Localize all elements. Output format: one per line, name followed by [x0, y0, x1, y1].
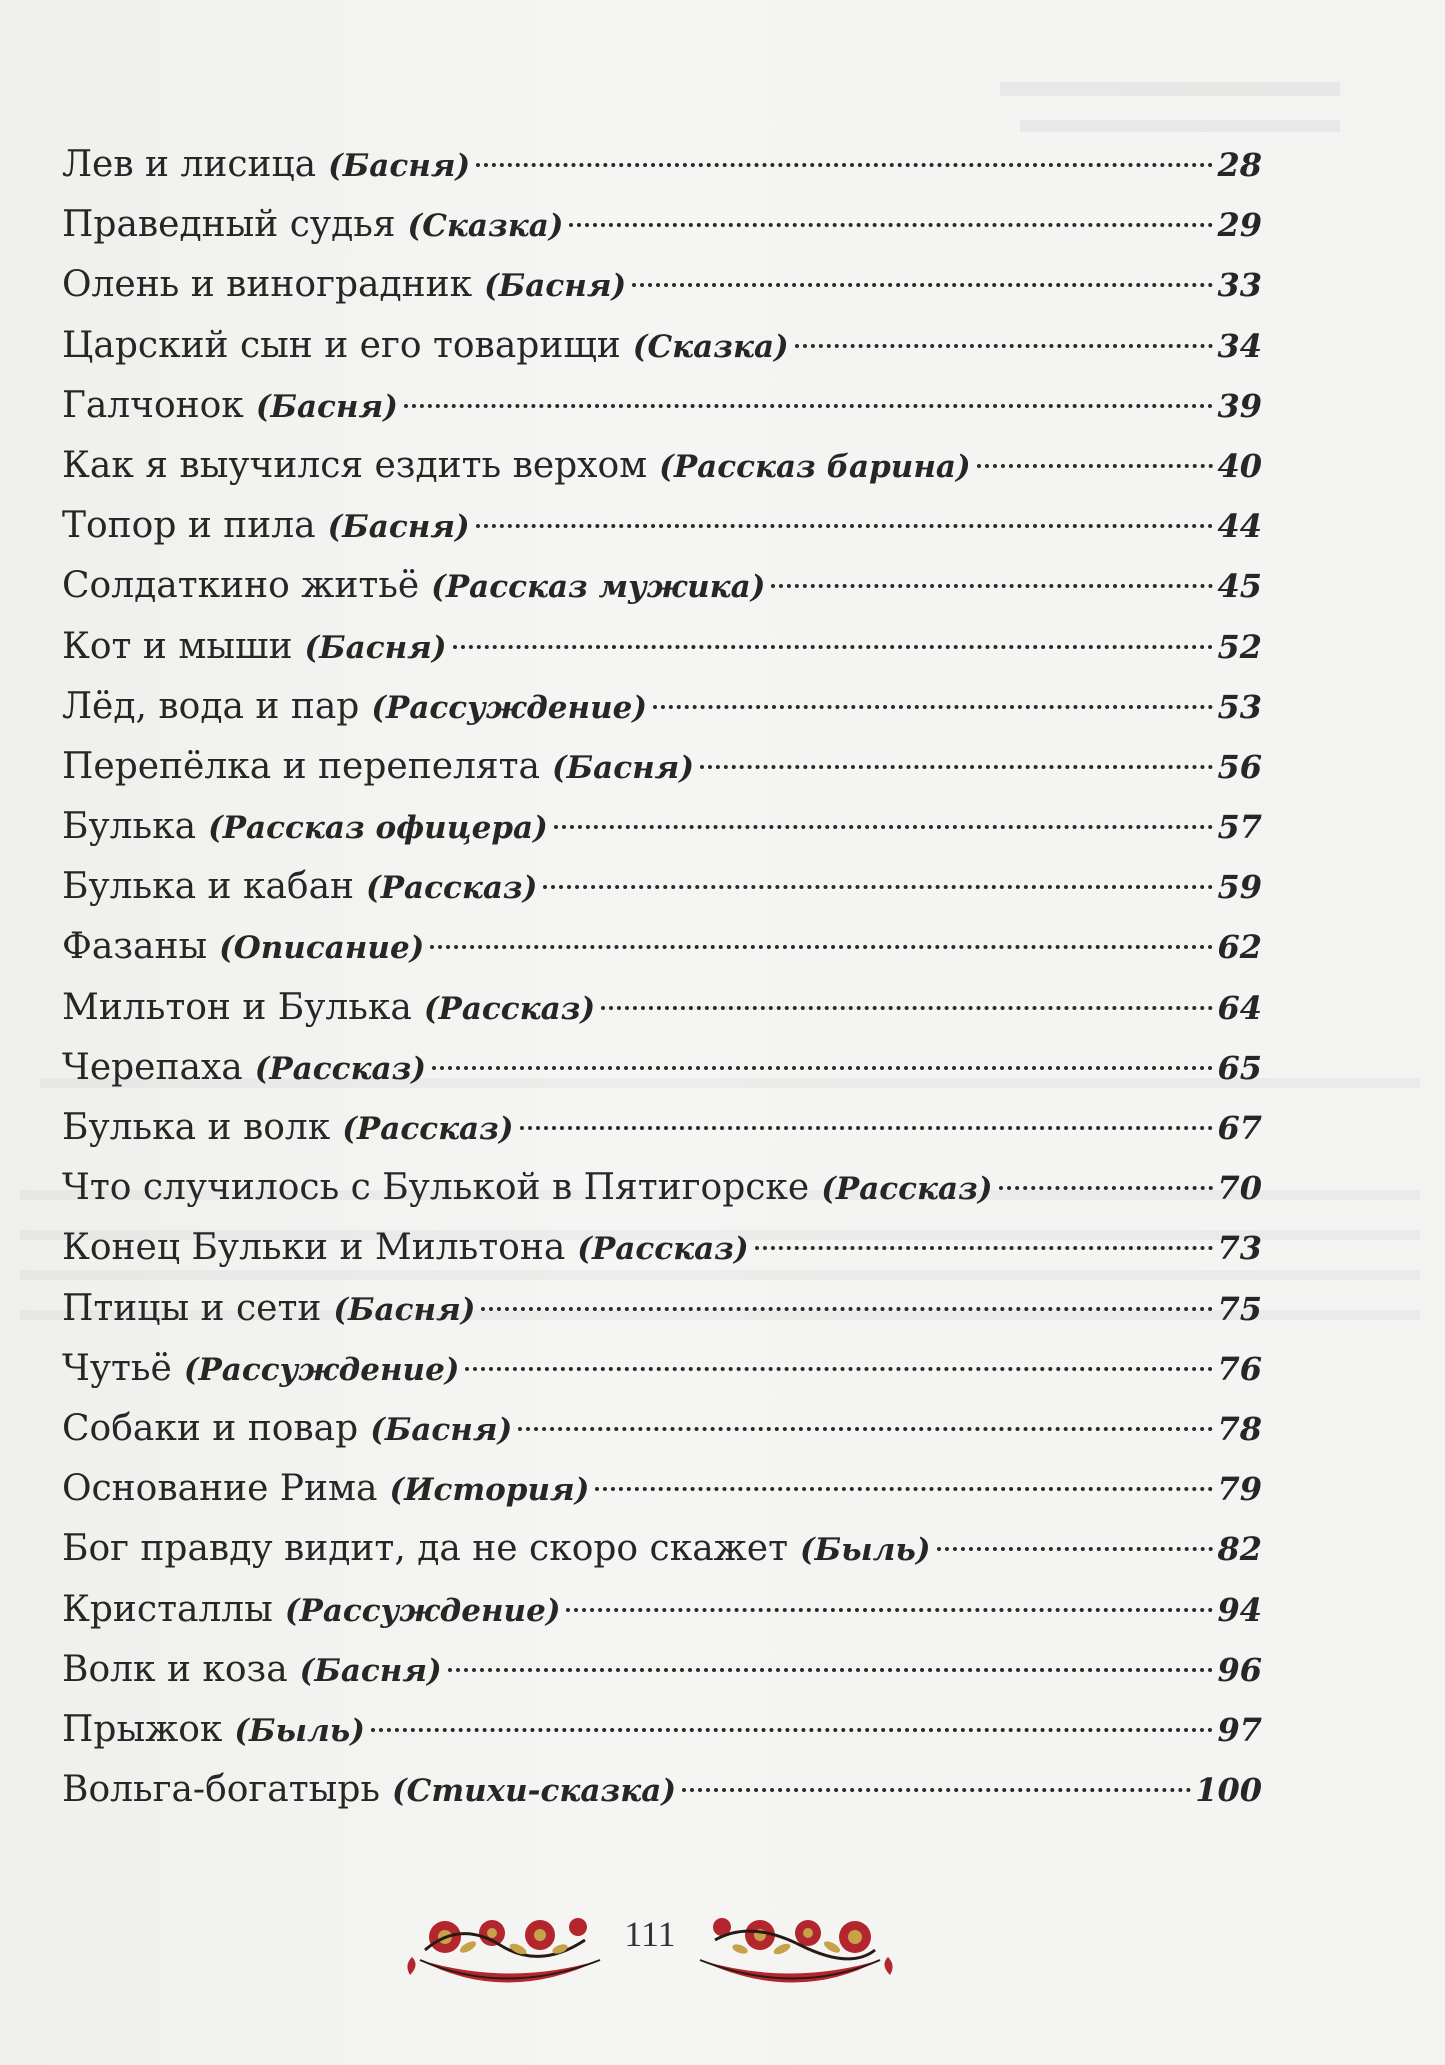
toc-entry-title: Булька и кабан — [62, 866, 355, 908]
page-footer — [400, 1905, 900, 1995]
dot-leader — [632, 283, 1213, 287]
dot-leader — [476, 163, 1213, 167]
toc-entry-page-number: 53 — [1217, 687, 1262, 726]
toc-entry — [62, 496, 1262, 556]
toc-entry-title: Собаки и повар — [62, 1407, 359, 1449]
toc-entry-page-number: 45 — [1217, 567, 1262, 606]
toc-entry — [62, 1399, 1262, 1459]
toc-entry — [62, 737, 1262, 797]
toc-entry-page-number: 57 — [1217, 808, 1262, 847]
toc-entry — [62, 1519, 1262, 1579]
toc-entry — [62, 1640, 1262, 1700]
toc-entry-genre: (Быль) — [234, 1712, 365, 1749]
toc-entry — [62, 135, 1262, 195]
toc-entry — [62, 1098, 1262, 1158]
toc-entry-page-number: 52 — [1217, 627, 1262, 666]
dot-leader — [771, 584, 1213, 588]
toc-entry-genre: (Описание) — [219, 930, 425, 967]
toc-entry-page-number: 73 — [1217, 1229, 1262, 1268]
toc-entry-page-number: 64 — [1217, 988, 1262, 1027]
toc-entry-title: Фазаны — [62, 926, 208, 968]
dot-leader — [430, 945, 1213, 949]
toc-entry-genre: (Басня) — [327, 509, 470, 546]
dot-leader — [404, 404, 1214, 408]
toc-entry — [62, 436, 1262, 496]
toc-entry-page-number: 76 — [1217, 1349, 1262, 1388]
table-of-contents — [62, 135, 1262, 1820]
toc-entry-genre: (Басня) — [484, 268, 627, 305]
dot-leader — [569, 223, 1213, 227]
toc-entry-page-number: 79 — [1217, 1470, 1262, 1509]
page-number: 111 — [624, 1914, 676, 1954]
toc-entry-genre: (Стихи-сказка) — [391, 1773, 677, 1810]
toc-entry-genre: (Сказка) — [632, 328, 789, 365]
toc-entry-genre: (Рассказ мужика) — [431, 569, 766, 606]
toc-entry — [62, 1279, 1262, 1339]
toc-entry-genre: (Басня) — [328, 148, 471, 184]
toc-entry-page-number: 65 — [1217, 1048, 1262, 1087]
dot-leader — [453, 645, 1214, 649]
toc-entry-title: Олень и виноградник — [62, 264, 473, 306]
toc-entry-genre: (Басня) — [333, 1291, 476, 1328]
toc-entry-page-number: 67 — [1217, 1109, 1262, 1147]
toc-entry-genre: (Рассуждение) — [371, 689, 647, 726]
toc-entry-genre: (Басня) — [304, 629, 447, 666]
dot-leader — [700, 765, 1213, 769]
dot-leader — [601, 1006, 1213, 1010]
toc-entry-genre: (Рассказ) — [423, 990, 596, 1027]
toc-entry-title: Булька и волк — [62, 1107, 331, 1148]
toc-entry-title: Царский сын и его товарищи — [62, 324, 621, 366]
toc-entry-title: Перепёлка и перепелята — [62, 745, 540, 787]
toc-entry — [62, 857, 1262, 917]
toc-entry-title: Вольга-богатырь — [62, 1769, 380, 1811]
toc-entry-page-number: 59 — [1217, 868, 1262, 907]
toc-entry-genre: (Рассказ) — [342, 1111, 514, 1147]
toc-entry-title: Мильтон и Булька — [62, 986, 412, 1028]
toc-entry-title: Солдаткино житьё — [62, 565, 420, 607]
toc-entry-genre: (Сказка) — [407, 208, 564, 245]
toc-entry-genre: (Басня) — [551, 749, 695, 786]
dot-leader — [653, 705, 1213, 709]
toc-entry-page-number: 100 — [1195, 1771, 1262, 1810]
toc-entry — [62, 1339, 1262, 1399]
dot-leader — [465, 1367, 1213, 1371]
toc-entry-genre: (История) — [389, 1472, 590, 1509]
toc-entry-page-number: 70 — [1217, 1169, 1262, 1208]
toc-entry-page-number: 56 — [1217, 747, 1262, 786]
toc-entry-title: Птицы и сети — [62, 1287, 322, 1329]
dot-leader — [554, 825, 1214, 829]
toc-entry-genre: (Рассуждение) — [284, 1592, 561, 1629]
toc-entry-page-number: 33 — [1217, 266, 1262, 305]
toc-entry-page-number: 44 — [1217, 507, 1262, 546]
right-floral-ornament-icon — [690, 1905, 900, 1995]
dot-leader — [682, 1788, 1191, 1792]
toc-entry — [62, 1158, 1262, 1218]
toc-entry — [62, 677, 1262, 737]
toc-entry-title: Прыжок — [62, 1708, 223, 1750]
toc-entry-title: Кот и мыши — [62, 625, 293, 667]
toc-entry-genre: (Рассказ) — [366, 870, 538, 907]
toc-entry-page-number: 75 — [1217, 1289, 1262, 1328]
toc-entry — [62, 797, 1262, 857]
dot-leader — [518, 1427, 1213, 1431]
toc-entry — [62, 1700, 1262, 1760]
toc-entry-page-number: 97 — [1217, 1710, 1262, 1749]
dot-leader — [476, 524, 1214, 528]
toc-entry-title: Булька — [62, 806, 197, 848]
dot-leader — [977, 464, 1214, 468]
toc-entry — [62, 917, 1262, 977]
toc-entry-genre: (Басня) — [299, 1652, 442, 1689]
toc-entry-title: Конец Бульки и Мильтона — [62, 1227, 566, 1269]
dot-leader — [795, 344, 1214, 348]
toc-entry-page-number: 62 — [1217, 928, 1262, 967]
toc-entry-title: Лев и лисица — [62, 144, 317, 185]
toc-entry-genre: (Рассуждение) — [183, 1351, 460, 1388]
toc-entry-genre: (Басня) — [255, 388, 398, 425]
bleed-through-mark — [1000, 82, 1340, 96]
toc-entry-page-number: 40 — [1217, 446, 1262, 485]
toc-entry-genre: (Рассказ барина) — [659, 448, 971, 485]
dot-leader — [566, 1608, 1213, 1612]
toc-entry-title: Лёд, вода и пар — [62, 685, 360, 727]
toc-entry — [62, 556, 1262, 616]
toc-entry — [62, 1760, 1262, 1820]
toc-entry — [62, 376, 1262, 436]
toc-entry — [62, 1218, 1262, 1278]
toc-entry — [62, 1580, 1262, 1640]
toc-entry-title: Кристаллы — [62, 1588, 273, 1630]
toc-entry — [62, 1459, 1262, 1519]
toc-entry — [62, 1038, 1262, 1098]
toc-entry-genre: (Рассказ) — [577, 1231, 749, 1268]
toc-entry-title: Черепаха — [62, 1046, 243, 1088]
toc-entry — [62, 255, 1262, 315]
dot-leader — [520, 1126, 1214, 1130]
dot-leader — [755, 1246, 1214, 1250]
toc-entry-title: Волк и коза — [62, 1648, 288, 1690]
dot-leader — [371, 1728, 1214, 1732]
toc-entry — [62, 316, 1262, 376]
toc-entry-title: Как я выучился ездить верхом — [62, 444, 648, 486]
dot-leader — [595, 1487, 1213, 1491]
dot-leader — [481, 1307, 1213, 1311]
toc-entry-title: Чутьё — [62, 1347, 172, 1389]
left-floral-ornament-icon — [400, 1905, 610, 1995]
toc-entry-genre: (Рассказ) — [254, 1050, 427, 1087]
dot-leader — [999, 1186, 1214, 1190]
toc-entry-page-number: 39 — [1217, 386, 1262, 425]
dot-leader — [448, 1668, 1214, 1672]
toc-entry-genre: (Рассказ) — [821, 1171, 993, 1208]
dot-leader — [432, 1066, 1213, 1070]
toc-entry-page-number: 28 — [1217, 146, 1262, 184]
toc-entry-title: Что случилось с Булькой в Пятигорске — [62, 1167, 810, 1209]
toc-entry-title: Галчонок — [62, 384, 244, 426]
toc-entry — [62, 617, 1262, 677]
toc-entry — [62, 195, 1262, 255]
toc-entry-page-number: 96 — [1217, 1650, 1262, 1689]
toc-entry-genre: (Быль) — [800, 1532, 931, 1569]
toc-entry-title: Бог правду видит, да не скоро скажет — [62, 1528, 788, 1570]
toc-entry-title: Праведный судья — [62, 204, 396, 246]
toc-entry-title: Топор и пила — [62, 505, 316, 547]
toc-entry-title: Основание Рима — [62, 1468, 378, 1510]
toc-entry-genre: (Басня) — [370, 1411, 513, 1448]
toc-entry-page-number: 78 — [1217, 1409, 1262, 1448]
toc-entry-page-number: 94 — [1217, 1590, 1262, 1629]
dot-leader — [543, 885, 1213, 889]
toc-entry-page-number: 34 — [1217, 326, 1262, 365]
toc-entry-page-number: 29 — [1217, 206, 1262, 245]
dot-leader — [937, 1547, 1214, 1551]
bleed-through-mark — [1020, 120, 1340, 132]
toc-entry-page-number: 82 — [1217, 1530, 1262, 1569]
toc-entry-genre: (Рассказ офицера) — [208, 810, 548, 847]
toc-entry — [62, 978, 1262, 1038]
